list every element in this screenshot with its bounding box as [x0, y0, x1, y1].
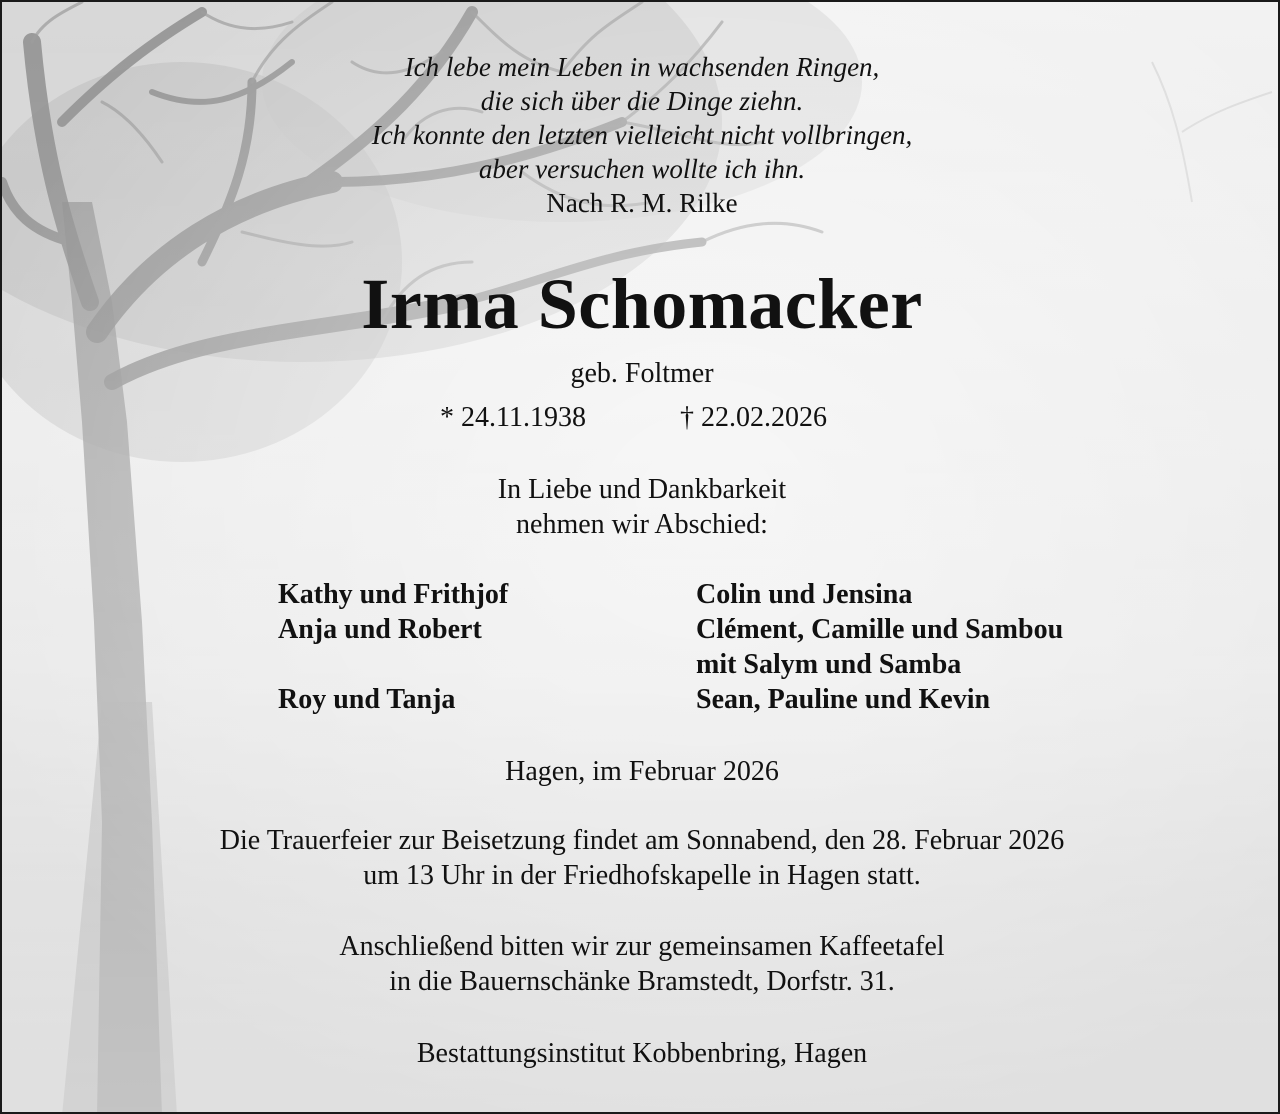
- place-date: Hagen, im Februar 2026: [505, 756, 779, 787]
- undertaker: Bestattungsinstitut Kobbenbring, Hagen: [416, 1038, 868, 1069]
- mourner-entry: Kathy und Frithjof: [278, 579, 509, 610]
- birth-name: geb. Foltmer: [570, 358, 714, 389]
- poem-line: die sich über die Dinge ziehn.: [480, 86, 804, 116]
- mourner-entry: Clément, Camille und Sambou: [696, 614, 1064, 645]
- birth-date: * 24.11.1938: [440, 402, 586, 433]
- farewell-line-2: nehmen wir Abschied:: [516, 509, 768, 540]
- mourner-entry: mit Salym und Samba: [696, 649, 962, 680]
- mourner-entry: Colin und Jensina: [696, 579, 913, 610]
- poem-line: Ich konnte den letzten vielleicht nicht vollbringen,: [371, 120, 913, 150]
- mourners-left-column: [278, 577, 508, 717]
- mourner-entry: Sean, Pauline und Kevin: [696, 684, 991, 715]
- mourners-right-column: [696, 577, 1063, 717]
- service-line-1: Die Trauerfeier zur Beisetzung findet am Sonnabend, den 28. Februar 2026: [219, 825, 1065, 856]
- poem-block: [2, 50, 1280, 220]
- death-date: † 22.02.2026: [680, 402, 827, 433]
- coffee-line-2: in die Bauernschänke Bramstedt, Dorfstr. 31.: [389, 966, 895, 997]
- poem-line: Ich lebe mein Leben in wachsenden Ringen,: [404, 52, 880, 82]
- mourner-entry: Roy und Tanja: [278, 684, 456, 715]
- coffee-line-1: Anschließend bitten wir zur gemeinsamen Kaffeetafel: [339, 931, 945, 962]
- mourner-entry: [278, 647, 508, 682]
- service-line-2: um 13 Uhr in der Friedhofskapelle in Hagen statt.: [363, 860, 921, 891]
- deceased-name: Irma Schomacker: [361, 264, 923, 344]
- poem-line: aber versuchen wollte ich ihn.: [478, 154, 806, 184]
- notice-content: [2, 2, 1280, 1114]
- mourner-entry: Anja und Robert: [278, 614, 482, 645]
- poem-author: Nach R. M. Rilke: [546, 188, 738, 218]
- farewell-line-1: In Liebe und Dankbarkeit: [497, 474, 787, 505]
